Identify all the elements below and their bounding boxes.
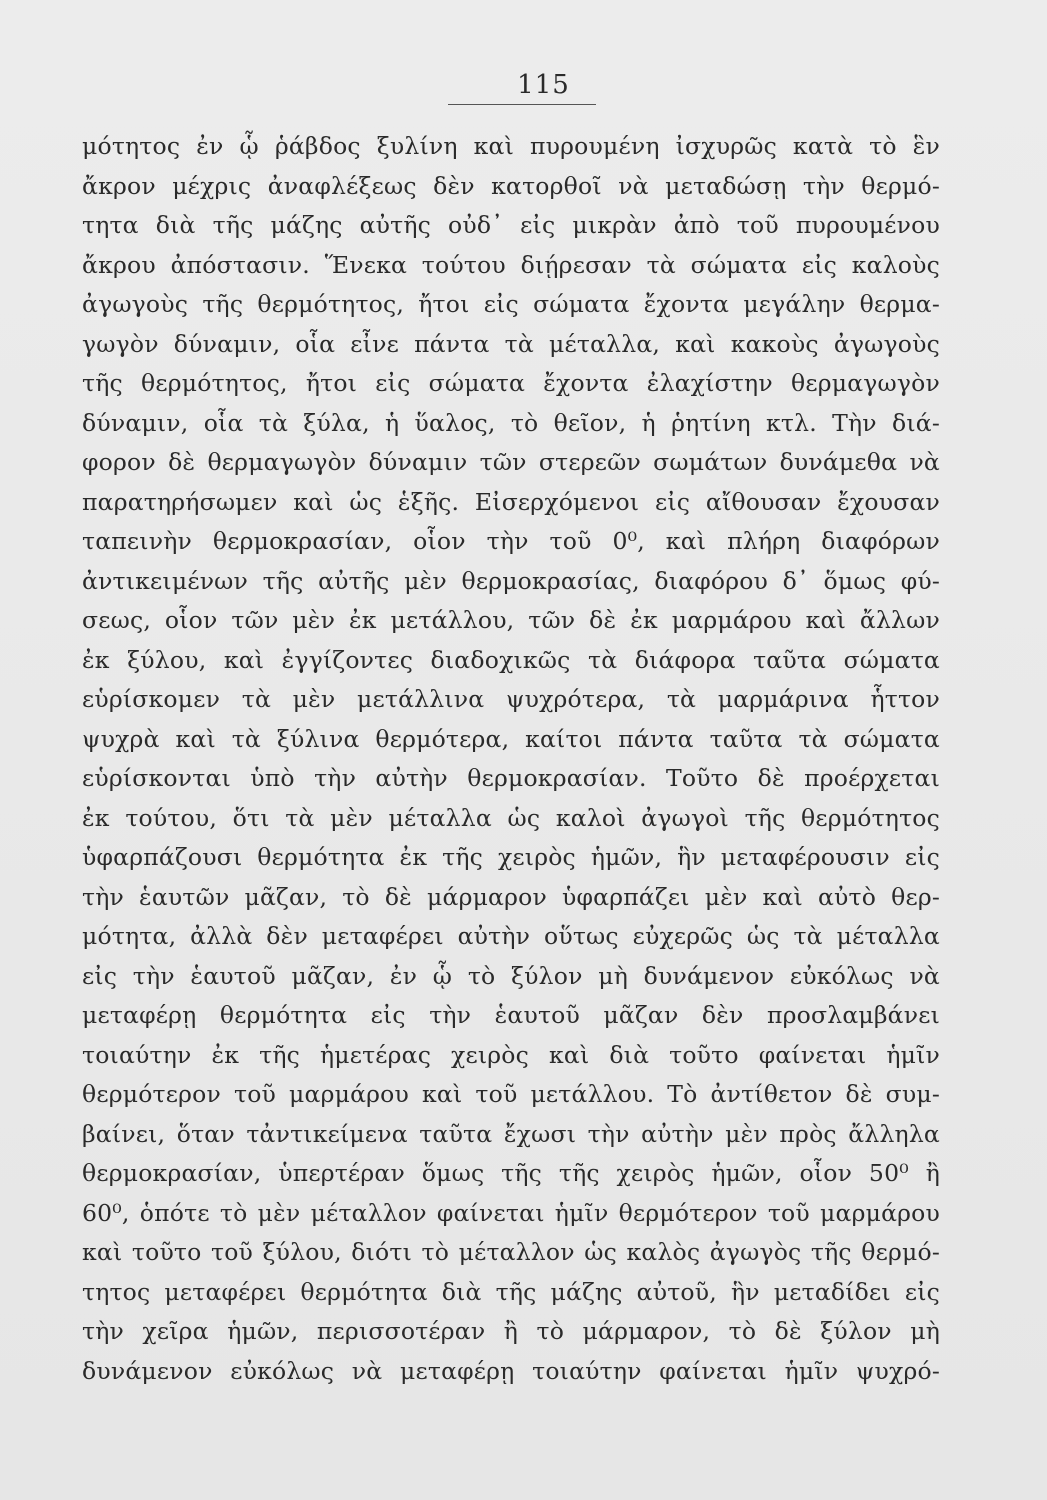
text-line: εἰς τὴν ἑαυτοῦ μᾶζαν, ἐν ᾧ τὸ ξύλον μὴ δυνάμενον εὐκόλως νὰ <box>82 961 940 990</box>
text-line: ταπεινὴν θερμοκρασίαν, οἷον τὴν τοῦ 0⁰, καὶ πλήρη διαφόρων <box>82 527 940 555</box>
text-line: σεως, οἷον τῶν μὲν ἐκ μετάλλου, τῶν δὲ ἐκ μαρμάρου καὶ ἄλλων <box>82 606 940 634</box>
text-line: τοιαύτην ἐκ τῆς ἡμετέρας χειρὸς καὶ διὰ τοῦτο φαίνεται ἡμῖν <box>82 1040 940 1069</box>
text-line: μότητα, ἀλλὰ δὲν μεταφέρει αὐτὴν οὕτως εὐχερῶς ὡς τὰ μέταλλα <box>82 922 940 950</box>
text-line: τὴν χεῖρα ἡμῶν, περισσοτέραν ἢ τὸ μάρμαρον, τὸ δὲ ξύλον μὴ <box>82 1317 940 1345</box>
text-line: φορον δὲ θερμαγωγὸν δύναμιν τῶν στερεῶν σωμάτων δυνάμεθα νὰ <box>82 448 940 476</box>
page-number: 115 <box>517 70 570 100</box>
text-line: ψυχρὰ καὶ τὰ ξύλινα θερμότερα, καίτοι πάντα ταῦτα τὰ σώματα <box>82 724 940 753</box>
text-line: ἀντικειμένων τῆς αὐτῆς μὲν θερμοκρασίας, διαφόρου δ᾿ ὅμως φύ- <box>82 566 940 595</box>
text-line: ἐκ τούτου, ὅτι τὰ μὲν μέταλλα ὡς καλοὶ ἀγωγοὶ τῆς θερμότητος <box>82 803 940 832</box>
text-line: ἄκρου ἀπόστασιν. Ἕνεκα τούτου διῄρεσαν τὰ σώματα εἰς καλοὺς <box>82 250 940 279</box>
body-text <box>82 127 940 1391</box>
text-line: μεταφέρῃ θερμότητα εἰς τὴν ἑαυτοῦ μᾶζαν δὲν προσλαμβάνει <box>82 1001 940 1029</box>
text-line: ὑφαρπάζουσι θερμότητα ἐκ τῆς χειρὸς ἡμῶν, ἣν μεταφέρουσιν εἰς <box>82 843 940 871</box>
text-line: τητα διὰ τῆς μάζης αὐτῆς οὐδ᾿ εἰς μικρὰν ἀπὸ τοῦ πυρουμένου <box>82 211 940 239</box>
text-line: τητος μεταφέρει θερμότητα διὰ τῆς μάζης αὐτοῦ, ἣν μεταδίδει εἰς <box>82 1277 940 1306</box>
text-line: ἀγωγοὺς τῆς θερμότητος, ἤτοι εἰς σώματα ἔχοντα μεγάλην θερμα- <box>82 290 940 318</box>
text-line: ἄκρον μέχρις ἀναφλέξεως δὲν κατορθοῖ νὰ μεταδώσῃ τὴν θερμό- <box>82 171 940 200</box>
text-line: θερμότερον τοῦ μαρμάρου καὶ τοῦ μετάλλου. Τὸ ἀντίθετον δὲ συμ- <box>82 1080 940 1108</box>
header-rule <box>448 104 596 105</box>
text-line: μότητος ἐν ᾧ ῥάβδος ξυλίνη καὶ πυρουμένη ἰσχυρῶς κατὰ τὸ ἓν <box>82 132 940 160</box>
text-line: βαίνει, ὅταν τἀντικείμενα ταῦτα ἔχωσι τὴν αὐτὴν μὲν πρὸς ἄλληλα <box>82 1119 940 1148</box>
text-line: εὑρίσκονται ὑπὸ τὴν αὐτὴν θερμοκρασίαν. Τοῦτο δὲ προέρχεται <box>82 764 940 792</box>
text-line: γωγὸν δύναμιν, οἷα εἶνε πάντα τὰ μέταλλα, καὶ κακοὺς ἀγωγοὺς <box>82 329 940 358</box>
text-line: 60⁰, ὁπότε τὸ μὲν μέταλλον φαίνεται ἡμῖν θερμότερον τοῦ μαρμάρου <box>82 1198 940 1227</box>
text-line: δύναμιν, οἷα τὰ ξύλα, ἡ ὕαλος, τὸ θεῖον, ἡ ῥητίνη κτλ. Τὴν διά- <box>82 408 940 437</box>
text-line: παρατηρήσωμεν καὶ ὡς ἑξῆς. Εἰσερχόμενοι εἰς αἴθουσαν ἔχουσαν <box>82 487 940 516</box>
text-line: τῆς θερμότητος, ἤτοι εἰς σώματα ἔχοντα ἐλαχίστην θερμαγωγὸν <box>82 369 940 397</box>
text-line: θερμοκρασίαν, ὑπερτέραν ὅμως τῆς τῆς χειρὸς ἡμῶν, οἷον 50⁰ ἢ <box>82 1159 940 1187</box>
text-line: καὶ τοῦτο τοῦ ξύλου, διότι τὸ μέταλλον ὡς καλὸς ἀγωγὸς τῆς θερμό- <box>82 1238 940 1266</box>
text-line: δυνάμενον εὐκόλως νὰ μεταφέρῃ τοιαύτην φαίνεται ἡμῖν ψυχρό- <box>82 1356 940 1385</box>
text-line: εὑρίσκομεν τὰ μὲν μετάλλινα ψυχρότερα, τὰ μαρμάρινα ἧττον <box>82 685 940 713</box>
text-line: ἐκ ξύλου, καὶ ἐγγίζοντες διαδοχικῶς τὰ διάφορα ταῦτα σώματα <box>82 645 940 674</box>
text-line: τὴν ἑαυτῶν μᾶζαν, τὸ δὲ μάρμαρον ὑφαρπάζει μὲν καὶ αὐτὸ θερ- <box>82 882 940 911</box>
